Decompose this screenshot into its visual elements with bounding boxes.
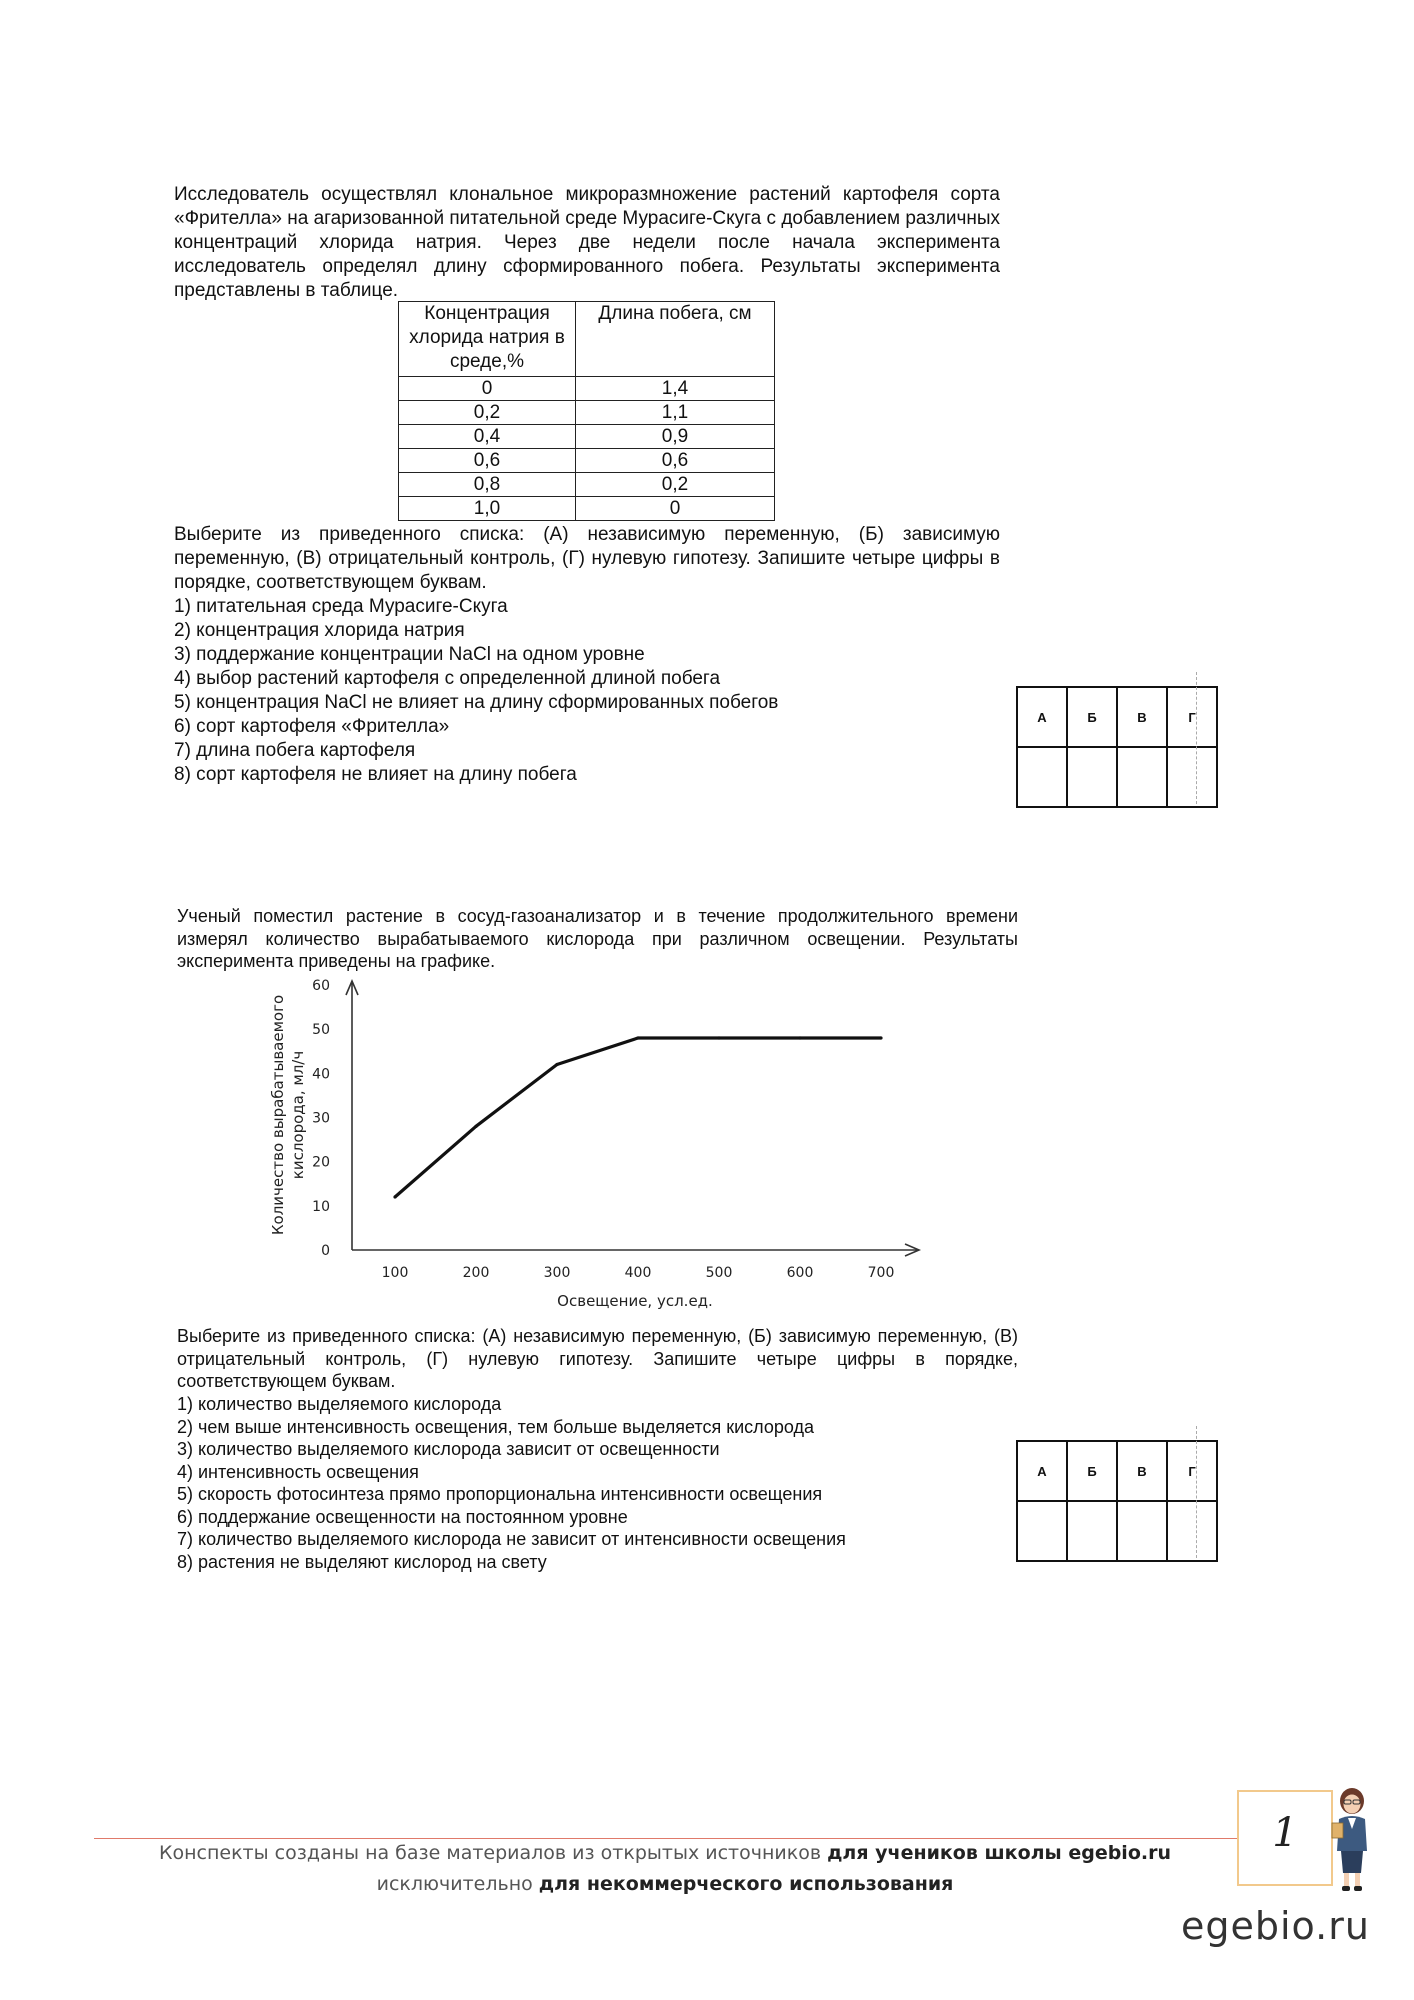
answer-header-v: В [1117, 1441, 1167, 1501]
answer-cell-b[interactable] [1067, 747, 1117, 807]
y-tick-label: 40 [312, 1066, 330, 1083]
x-tick-label: 700 [867, 1265, 895, 1281]
list-item: 2) чем выше интенсивность освещения, тем больше выделяется кислорода [177, 1416, 814, 1437]
oxygen-chart [250, 975, 940, 1325]
footer-line2 [95, 1873, 1235, 1895]
data-point [393, 1195, 396, 1198]
answer-header-a: А [1017, 1441, 1067, 1501]
answer-cell-a[interactable] [1017, 747, 1067, 807]
data-point [555, 1063, 558, 1066]
y-axis-label-line2: кислорода, мл/ч [289, 1050, 307, 1180]
data-point [879, 1036, 882, 1039]
task2-options-list [177, 1393, 846, 1573]
table-row: 0,6 0,6 [399, 449, 775, 473]
list-item: 6) поддержание освещенности на постоянном уровне [177, 1506, 628, 1527]
answer-cell-v[interactable] [1117, 747, 1167, 807]
table-row: 0 1,4 [399, 377, 775, 401]
y-tick-label: 60 [312, 978, 330, 994]
task2-question: Выберите из приведенного списка: (А) независимую переменную, (Б) зависимую переменную, (В) отрицательный контроль, (Г) нулевую гипотезу. Запишите четыре цифры в порядке, соответствующем буквам. [177, 1326, 1018, 1391]
answer-header-g: Г [1167, 687, 1217, 747]
answer-header-v: В [1117, 687, 1167, 747]
table-row: 0,4 0,9 [399, 425, 775, 449]
list-item: 8) растения не выделяют кислород на свету [177, 1551, 547, 1572]
x-tick-label: 400 [624, 1265, 652, 1281]
answer-header-b: Б [1067, 1441, 1117, 1501]
answer-cell-g[interactable] [1167, 1501, 1217, 1561]
footer-line2-bold: для некоммерческого использования [538, 1873, 954, 1895]
task1-data-table [398, 301, 775, 521]
x-tick-label: 100 [381, 1265, 409, 1281]
answer-cell-a[interactable] [1017, 1501, 1067, 1561]
data-point [636, 1036, 639, 1039]
list-item: 8) сорт картофеля не влияет на длину побега [174, 764, 577, 785]
brand-logo-text: egebio.ru [1181, 1904, 1370, 1948]
page-number-box [1237, 1790, 1333, 1886]
y-tick-label: 20 [312, 1154, 330, 1171]
list-item: 1) питательная среда Мурасиге-Скуга [174, 596, 508, 617]
task2-intro: Ученый поместил растение в сосуд-газоанализатор и в течение продолжительного времени измерял количество вырабатываемого кислорода при различном освещении. Результаты эксперимента приведены на графике. [177, 906, 1018, 971]
x-tick-label: 600 [786, 1265, 814, 1281]
footer-line1 [95, 1842, 1235, 1864]
answer-cell-g[interactable] [1167, 747, 1217, 807]
list-item: 3) поддержание концентрации NaCl на одном уровне [174, 644, 645, 665]
table-row: 0,2 1,1 [399, 401, 775, 425]
list-item: 6) сорт картофеля «Фрителла» [174, 716, 450, 737]
answer-header-g: Г [1167, 1441, 1217, 1501]
x-tick-label: 300 [543, 1265, 571, 1281]
x-tick-label: 200 [462, 1265, 490, 1281]
list-item: 4) интенсивность освещения [177, 1461, 419, 1482]
x-tick-label: 500 [705, 1265, 733, 1281]
list-item: 1) количество выделяемого кислорода [177, 1394, 502, 1414]
footer-line2-text: исключительно [376, 1873, 539, 1895]
dashed-guide [1196, 672, 1197, 804]
data-point [717, 1036, 720, 1039]
y-tick-label: 0 [321, 1243, 330, 1259]
task2-answer-table [1016, 1440, 1218, 1562]
teacher-mascot-icon [1330, 1785, 1374, 1893]
y-tick-label: 30 [312, 1110, 330, 1127]
footer-line1-text: Конспекты созданы на базе материалов из открытых источников [158, 1842, 828, 1864]
list-item: 3) количество выделяемого кислорода зависит от освещенности [177, 1439, 720, 1459]
task1-options-list [174, 595, 778, 787]
list-item: 4) выбор растений картофеля с определенной длиной побега [174, 668, 721, 689]
footer-line1-bold: для учеников школы egebio.ru [827, 1842, 1171, 1864]
task1-answer-table [1016, 686, 1218, 808]
data-point [474, 1125, 477, 1128]
list-item: 2) концентрация хлорида натрия [174, 620, 465, 641]
footer-rule [94, 1838, 1238, 1839]
list-item: 5) концентрация NaCl не влияет на длину сформированных побегов [174, 692, 779, 713]
dashed-guide [1196, 1426, 1197, 1558]
y-axis-label-line1: Количество вырабатываемого [269, 994, 287, 1236]
list-item: 7) количество выделяемого кислорода не зависит от интенсивности освещения [177, 1529, 846, 1549]
y-tick-label: 10 [312, 1198, 330, 1215]
table-row: 0,8 0,2 [399, 473, 775, 497]
page-number: 1 [1272, 1810, 1298, 1856]
table-header-concentration: Концентрация хлорида натрия в среде,% [399, 302, 576, 377]
table-header-length: Длина побега, см [576, 302, 775, 377]
series-line [395, 1038, 881, 1197]
answer-header-a: А [1017, 687, 1067, 747]
x-axis-label: Освещение, усл.ед. [557, 1292, 713, 1310]
list-item: 7) длина побега картофеля [174, 740, 416, 761]
task1-intro: Исследователь осуществлял клональное микроразмножение растений картофеля сорта «Фрителла» на агаризованной питательной среде Мурасиге-Скуга с добавлением различных концентраций хлорида натрия. Через две недели после начала эксперимента исследователь определял длину сформированного побега. Результаты эксперимента представлены в таблице. [174, 184, 1000, 301]
answer-cell-b[interactable] [1067, 1501, 1117, 1561]
answer-cell-v[interactable] [1117, 1501, 1167, 1561]
answer-header-b: Б [1067, 687, 1117, 747]
task1-question: Выберите из приведенного списка: (А) независимую переменную, (Б) зависимую переменную, (В) отрицательный контроль, (Г) нулевую гипотезу. Запишите четыре цифры в порядке, соответствующем буквам. [174, 524, 1000, 593]
data-point [798, 1036, 801, 1039]
list-item: 5) скорость фотосинтеза прямо пропорциональна интенсивности освещения [177, 1484, 823, 1504]
table-row: 1,0 0 [399, 497, 775, 521]
y-tick-label: 50 [312, 1022, 330, 1039]
